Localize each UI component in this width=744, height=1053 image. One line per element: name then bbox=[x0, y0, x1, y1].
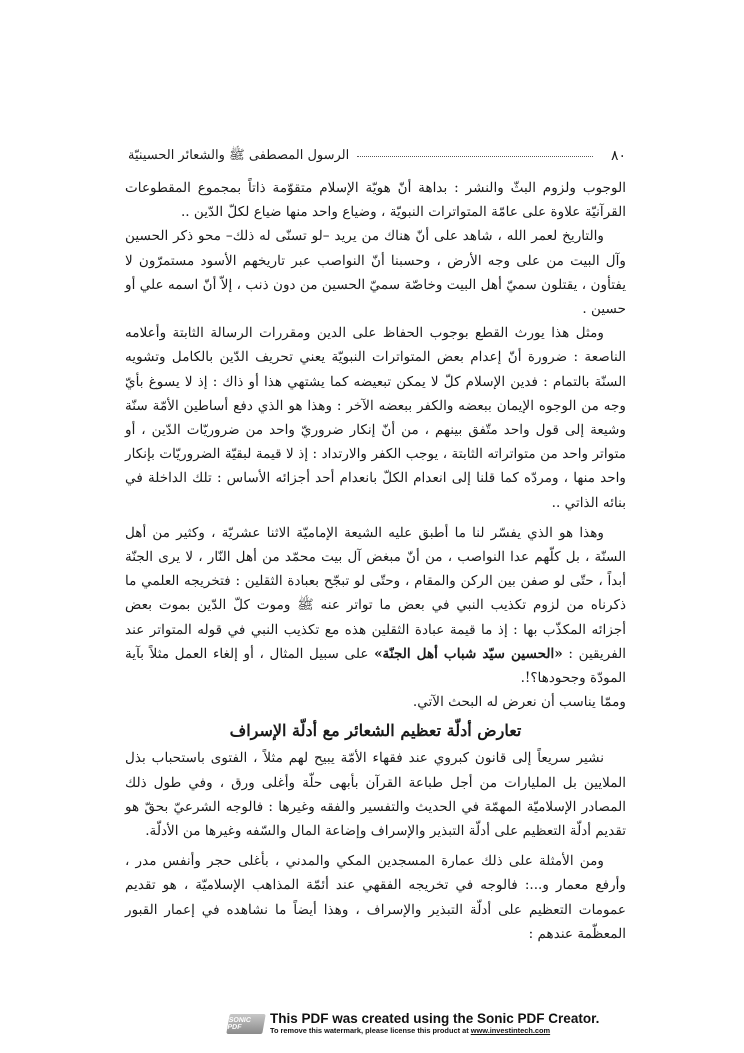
hadith-quote: «الحسين سيّد شباب أهل الجنّة» bbox=[374, 645, 563, 662]
section-heading: تعارض أدلّة تعظيم الشعائر مع أدلّة الإسراف bbox=[229, 721, 522, 741]
watermark-line1: This PDF was created using the Sonic PDF Creator. bbox=[270, 1011, 600, 1026]
paragraph: نشير سريعاً إلى قانون كبروي عند فقهاء الأمّة يبيح لهم مثلاً ، الفتوى باستحباب بذل الملايين بل المليارات من أجل طباعة القرآن بأبهى حلّة وأغلى ورق ، وفي طول ذلك المصادر الإسلاميّة المهمّة في الحديث والتفسير والفقه وغيرها : فالوجه الشرعيّ بحقّ هو تقديم أدلّة التعظيم على أدلّة التبذير والإسراف وإضاعة المال والسّفه وغيرها من الأدلّة. bbox=[125, 750, 626, 840]
running-header bbox=[128, 145, 626, 167]
paragraph: والتاريخ لعمر الله ، شاهد على أنّ هناك من يريد –لو تسنّى له ذلك– محو ذكر الحسين وآل البيت من على وجه الأرض ، وحسبنا أنّ النواصب عبر تاريخهم الأسود مستمرّون لا يفتأون ، يقتلون سميّ أهل البيت وخاصّة سميّ الحسين من دون ذنب ، إلاّ أنّ اسمه علي أو حسين . bbox=[125, 228, 626, 318]
paragraph: وممّا يناسب أن نعرض له البحث الآتي. bbox=[412, 694, 626, 711]
watermark-link[interactable]: www.investintech.com bbox=[470, 1026, 551, 1035]
paragraph-text: وهذا هو الذي يفسّر لنا ما أطبق عليه الشيعة الإماميّة الاثنا عشريّة ، وكثير من أهل السنّة ، بل كلّهم عدا النواصب ، من أنّ مبغض آل بيت محمّد من أهل النّار ، لا يرى الجنّة أبداً ، حتّى لو صفن بين الركن والمقام ، وحتّى لو تبجّح بعبادة الثقلين : فتخريجه العلمي ما ذكرناه من لزوم تكذيب النبي في بعض ما تواتر عنه ﷺ وموت كلّ الدّين بموت بعض أجزائه المكذّب بها : إذ ما قيمة عبادة الثقلين هذه مع تكذيب النبي في قوله المتواتر عند الفريقين : bbox=[125, 524, 626, 662]
paragraph: ومن الأمثلة على ذلك عمارة المسجدين المكي والمدني ، بأغلى حجر وأنفس مدر ، وأرفع معمار و...: فالوجه في تخريجه الفقهي عند أئمّة المذاهب الإسلاميّة ، هو تقديم عمومات التعظيم على أدلّة التبذير والإسراف ، وهذا أيضاً ما نشاهده في إعمار القبور المعظّمة عندهم : bbox=[125, 853, 626, 942]
watermark-line2-text: To remove this watermark, please license this product at bbox=[270, 1026, 471, 1035]
paragraph-text: على سبيل المثال ، أو إلغاء العمل مثلاً بآية المودّة وجحودها؟!. bbox=[125, 645, 626, 687]
header-dotted-leader bbox=[357, 156, 593, 157]
paragraph: الوجوب ولزوم البثّ والنشر : بداهة أنّ هويّة الإسلام متقوّمة ذاتاً بمجموع المقطوعات القرآنيّة علاوة على عامّة المتواترات النبويّة ، وضياع واحد منها ضياع لكلّ الدّين .. bbox=[125, 180, 626, 221]
watermark-line2 bbox=[270, 1026, 599, 1035]
watermark-text bbox=[270, 1012, 599, 1035]
sonic-pdf-logo-icon: SONIC PDF bbox=[226, 1014, 266, 1034]
paragraph: ومثل هذا يورث القطع بوجوب الحفاظ على الدين ومقررات الرسالة الثابتة وأعلامه الناصعة : ضرورة أنّ إعدام بعض المتواترات النبويّة يعني تحريف الدّين بالكامل وتشويه السنّة بالتمام : فدين الإسلام كلّ لا يمكن تبعيضه كما يشتهي هذا أو ذاك : إذ لا يسوغ بأيّ وجه من الوجوه الإيمان ببعضه والكفر ببعضه الآخر : وهذا هو الذي دفع أساطين الأمّة سنّة وشيعة إلى قول واحد متّفق بينهم ، من أنّ إنكار ضروريّ واحد من ضروريّات الدّين ، أو متواتر واحد من متواتراته الثابتة ، يوجب الكفر والارتداد : إذ لا قيمة لبقيّة الضروريّات بإنكار واحد منها ، ومردّه كما قلنا إلى انعدام الكلّ بانعدام أحد أجزائه الأساس : تلك الداخلة في بنائه الذاتي .. bbox=[125, 325, 626, 511]
pdf-watermark bbox=[228, 1012, 599, 1035]
page-number: ٨٠ bbox=[610, 148, 626, 164]
page-body bbox=[125, 176, 626, 946]
running-title: الرسول المصطفى ﷺ والشعائر الحسينيّة bbox=[128, 147, 350, 163]
paragraph bbox=[125, 521, 626, 690]
